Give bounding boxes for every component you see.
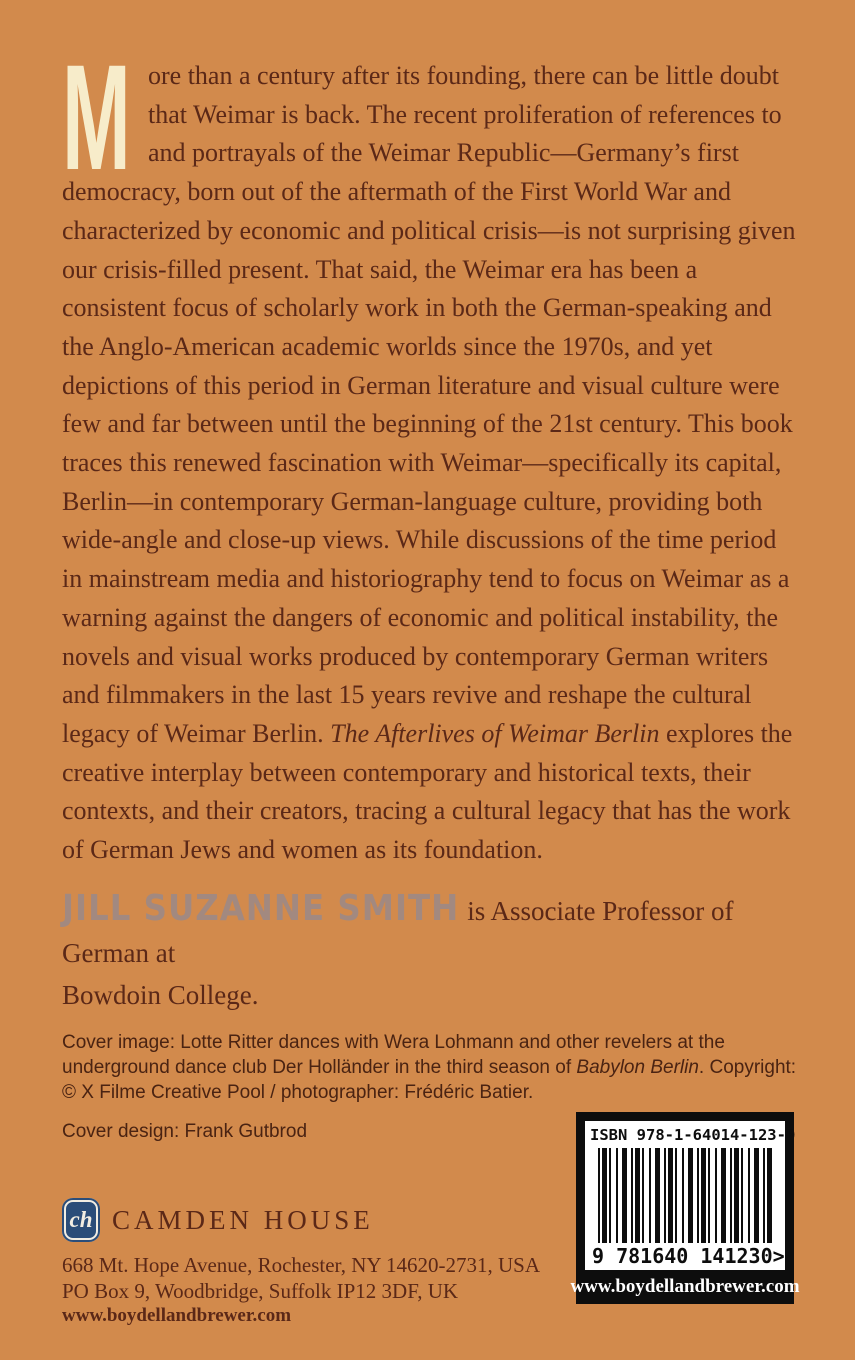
- author-name: JILL SUZANNE SMITH: [62, 888, 460, 929]
- author-bio-line1: [62, 888, 802, 974]
- publisher-block: [62, 1198, 562, 1327]
- publisher-address-line1: 668 Mt. Hope Avenue, Rochester, NY 14620-2731, USA: [62, 1253, 541, 1277]
- author-bio-text-1: is Associate Professor of German at: [62, 896, 734, 968]
- barcode-website: www.boydellandbrewer.com: [570, 1276, 800, 1297]
- publisher-website: www.boydellandbrewer.com: [62, 1305, 292, 1326]
- drop-cap-letter: M: [62, 33, 131, 201]
- author-bio-block: [62, 888, 802, 1016]
- barcode-digits-row: [590, 1243, 785, 1268]
- barcode-footer: [570, 1270, 800, 1304]
- publisher-row: [62, 1198, 562, 1242]
- isbn-label: ISBN 978-1-64014-123-0: [590, 1126, 796, 1144]
- synopsis-text: ore than a century after its founding, there can be little doubt that Weimar is back. The recent proliferation of references to and portrayals of the Weimar Republic—Germany’s first democracy, born out of the aftermath of the First World War and characterized by economic and political crisis—is not surprising given our crisis-filled present. That said, the Weimar era has been a consistent focus of scholarly work in both the German-speaking and the Anglo-American academic worlds since the 1970s, and yet depictions of this period in German literature and visual culture were few and far between until the beginning of the 21st century. This book traces this renewed fascination with Weimar—specifically its capital, Berlin—in contemporary German-language culture, providing both wide-angle and close-up views. While discussions of the time period in mainstream media and historiography tend to focus on Weimar as a warning against the dangers of economic and political instability, the novels and visual works produced by contemporary German writers and filmmakers in the last 15 years revive and reshape the cultural legacy of Weimar Berlin. The Afterlives of Weimar Berlin explores the creative interplay between contemporary and historical texts, their contexts, and their creators, tracing a cultural legacy that has the work of German Jews and women as its foundation.: [62, 61, 796, 865]
- barcode-arrow: >: [772, 1244, 785, 1268]
- logo-monogram: ch: [69, 1206, 93, 1232]
- cover-image-credit: Cover image: Lotte Ritter dances with Wera Lohmann and other revelers at the underground dance club Der Holländer in the third season of Babylon Berlin. Copyright: © X Filme Creative Pool / photographer: Frédéric Batier.: [62, 1032, 797, 1103]
- publisher-address-line2: PO Box 9, Woodbridge, Suffolk IP12 3DF, UK: [62, 1279, 459, 1303]
- barcode-digits: 9 781640 141230: [592, 1244, 773, 1268]
- publisher-name: CAMDEN HOUSE: [112, 1204, 374, 1235]
- barcode-block: [570, 1112, 800, 1304]
- barcode-panel: [585, 1121, 796, 1270]
- author-bio-line2: Bowdoin College.: [62, 980, 259, 1010]
- camden-house-logo-icon: [62, 1198, 100, 1242]
- barcode-bars: [598, 1148, 772, 1243]
- cover-design-credit: Cover design: Frank Gutbrod: [62, 1121, 308, 1142]
- synopsis-paragraph: [62, 33, 799, 870]
